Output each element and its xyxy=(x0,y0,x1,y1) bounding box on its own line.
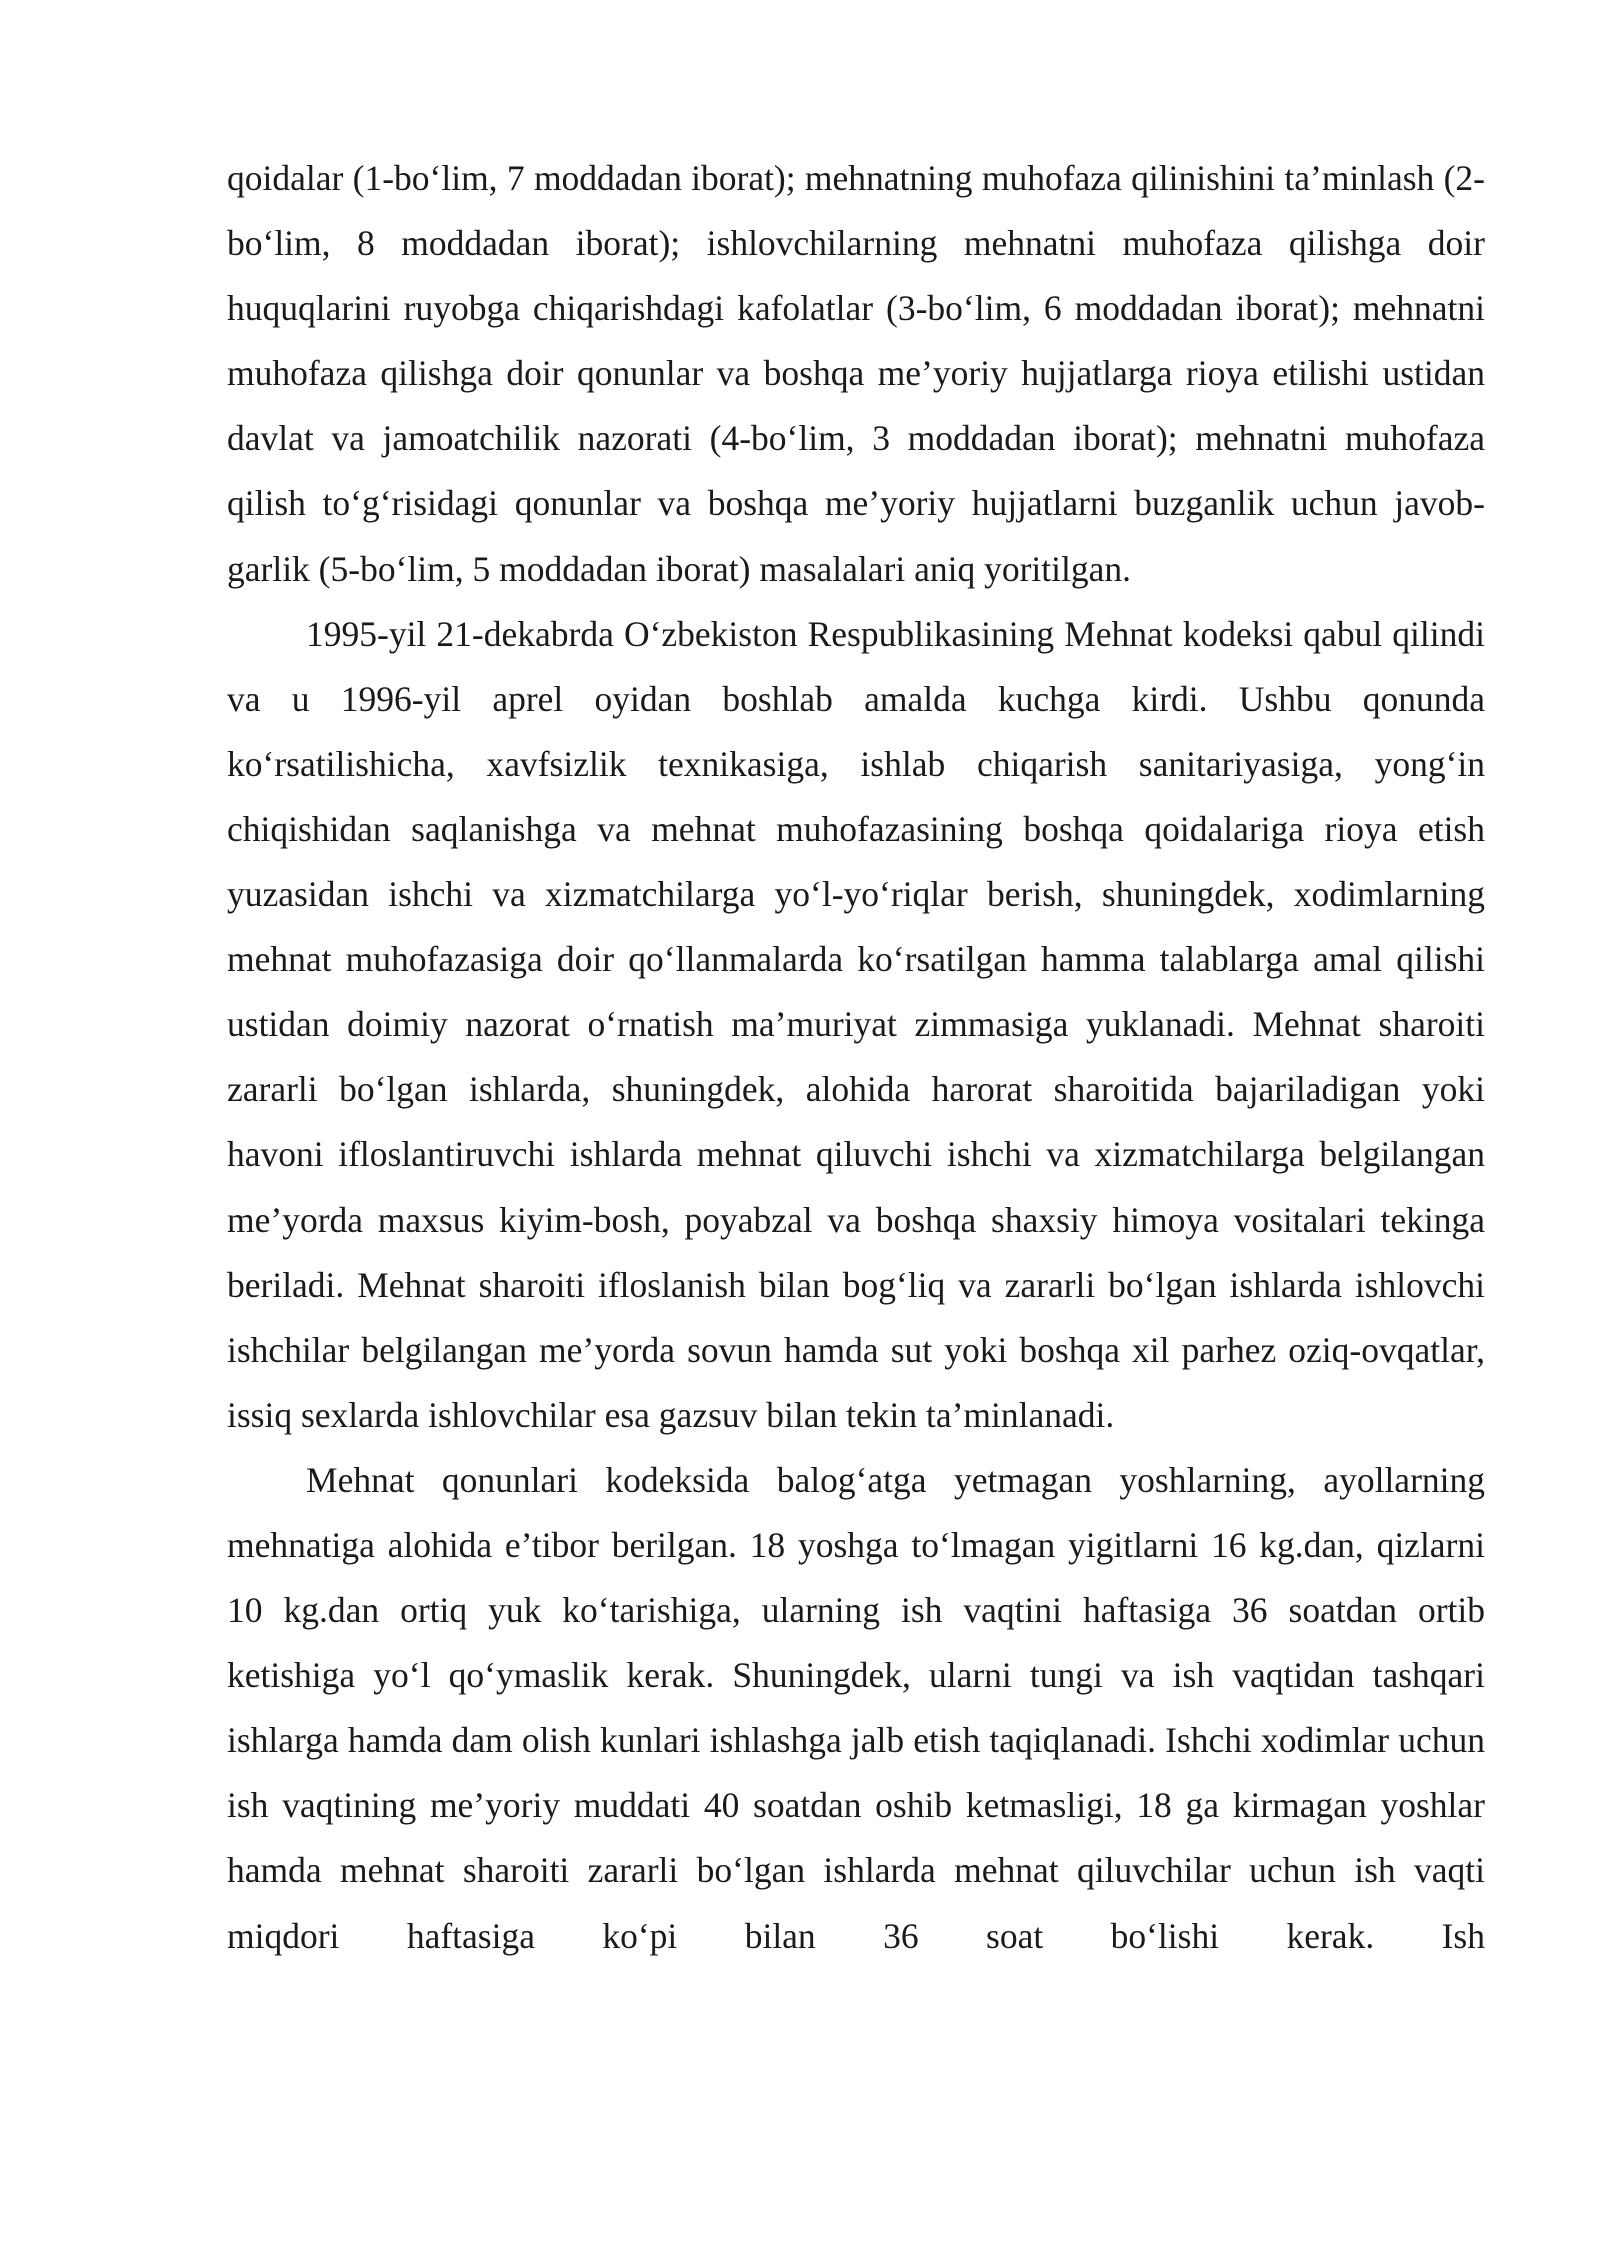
paragraph-3: Mehnat qonunlari kodeksida balog‘atga yetmagan yoshlarning, ayollarning mehnatiga alohida e’tibor berilgan. 18 yoshga to‘lmagan yigitlarni 16 kg.dan, qizlarni 10 kg.dan ortiq yuk ko‘tarishiga, ularning ish vaqtini haftasiga 36 soatdan ortib ketishiga yo‘l qo‘ymaslik kerak. Shuningdek, ularni tungi va ish vaqtidan tashqari ishlarga hamda dam olish kunlari ishlashga jalb etish taqiqlanadi. Ishchi xodimlar uchun ish vaqtining me’yoriy muddati 40 soatdan oshib ketmasligi, 18 ga kirmagan yoshlar hamda mehnat sharoiti zararli bo‘lgan ishlarda mehnat qiluvchilar uchun ish vaqti miqdori haftasiga ko‘pi bilan 36 soat bo‘lishi kerak. Ish xyxy=(227,1459,1485,1956)
paragraph-1: qoidalar (1-bo‘lim, 7 moddadan iborat); mehnatning muhofaza qilinishini ta’minlash (2-bo‘lim, 8 moddadan iborat); ishlovchilarning mehnatni muhofaza qilishga doir huquqlarini ruyobga chiqarishdagi kafolatlar (3-bo‘lim, 6 moddadan iborat); mehnatni muhofaza qilishga doir qonunlar va boshqa me’yoriy hujjatlarga rioya etilishi ustidan davlat va jamoatchilik nazorati (4-bo‘lim, 3 moddadan iborat); mehnatni muhofaza qilish to‘g‘risidagi qonunlar va boshqa me’yoriy hujjatlarni buzganlik uchun javob-garlik (5-bo‘lim, 5 moddadan iborat) masalalari aniq yoritilgan. xyxy=(227,158,1485,589)
document-page xyxy=(227,146,1485,1969)
paragraph-2: 1995-yil 21-dekabrda O‘zbekiston Respublikasining Mehnat kodeksi qabul qilindi va u 1996-yil aprel oyidan boshlab amalda kuchga kirdi. Ushbu qonunda ko‘rsatilishicha, xavfsizlik texnikasiga, ishlab chiqarish sanitariyasiga, yong‘in chiqishidan saqlanishga va mehnat muhofazasining boshqa qoidalariga rioya etish yuzasidan ishchi va xizmatchilarga yo‘l-yo‘riqlar berish, shuningdek, xodimlarning mehnat muhofazasiga doir qo‘llanmalarda ko‘rsatilgan hamma talablarga amal qilishi ustidan doimiy nazorat o‘rnatish ma’muriyat zimmasiga yuklanadi. Mehnat sharoiti zararli bo‘lgan ishlarda, shuningdek, alohida harorat sharoitida bajariladigan yoki havoni ifloslantiruvchi ishlarda mehnat qiluvchi ishchi va xizmatchilarga belgilangan me’yorda maxsus kiyim-bosh, poyabzal va boshqa shaxsiy himoya vositalari tekinga beriladi. Mehnat sharoiti ifloslanish bilan bog‘liq va zararli bo‘lgan ishlarda ishlovchi ishchilar belgilangan me’yorda sovun hamda sut yoki boshqa xil parhez oziq-ovqatlar, issiq sexlarda ishlovchilar esa gazsuv bilan tekin ta’minlanadi. xyxy=(227,613,1485,1435)
